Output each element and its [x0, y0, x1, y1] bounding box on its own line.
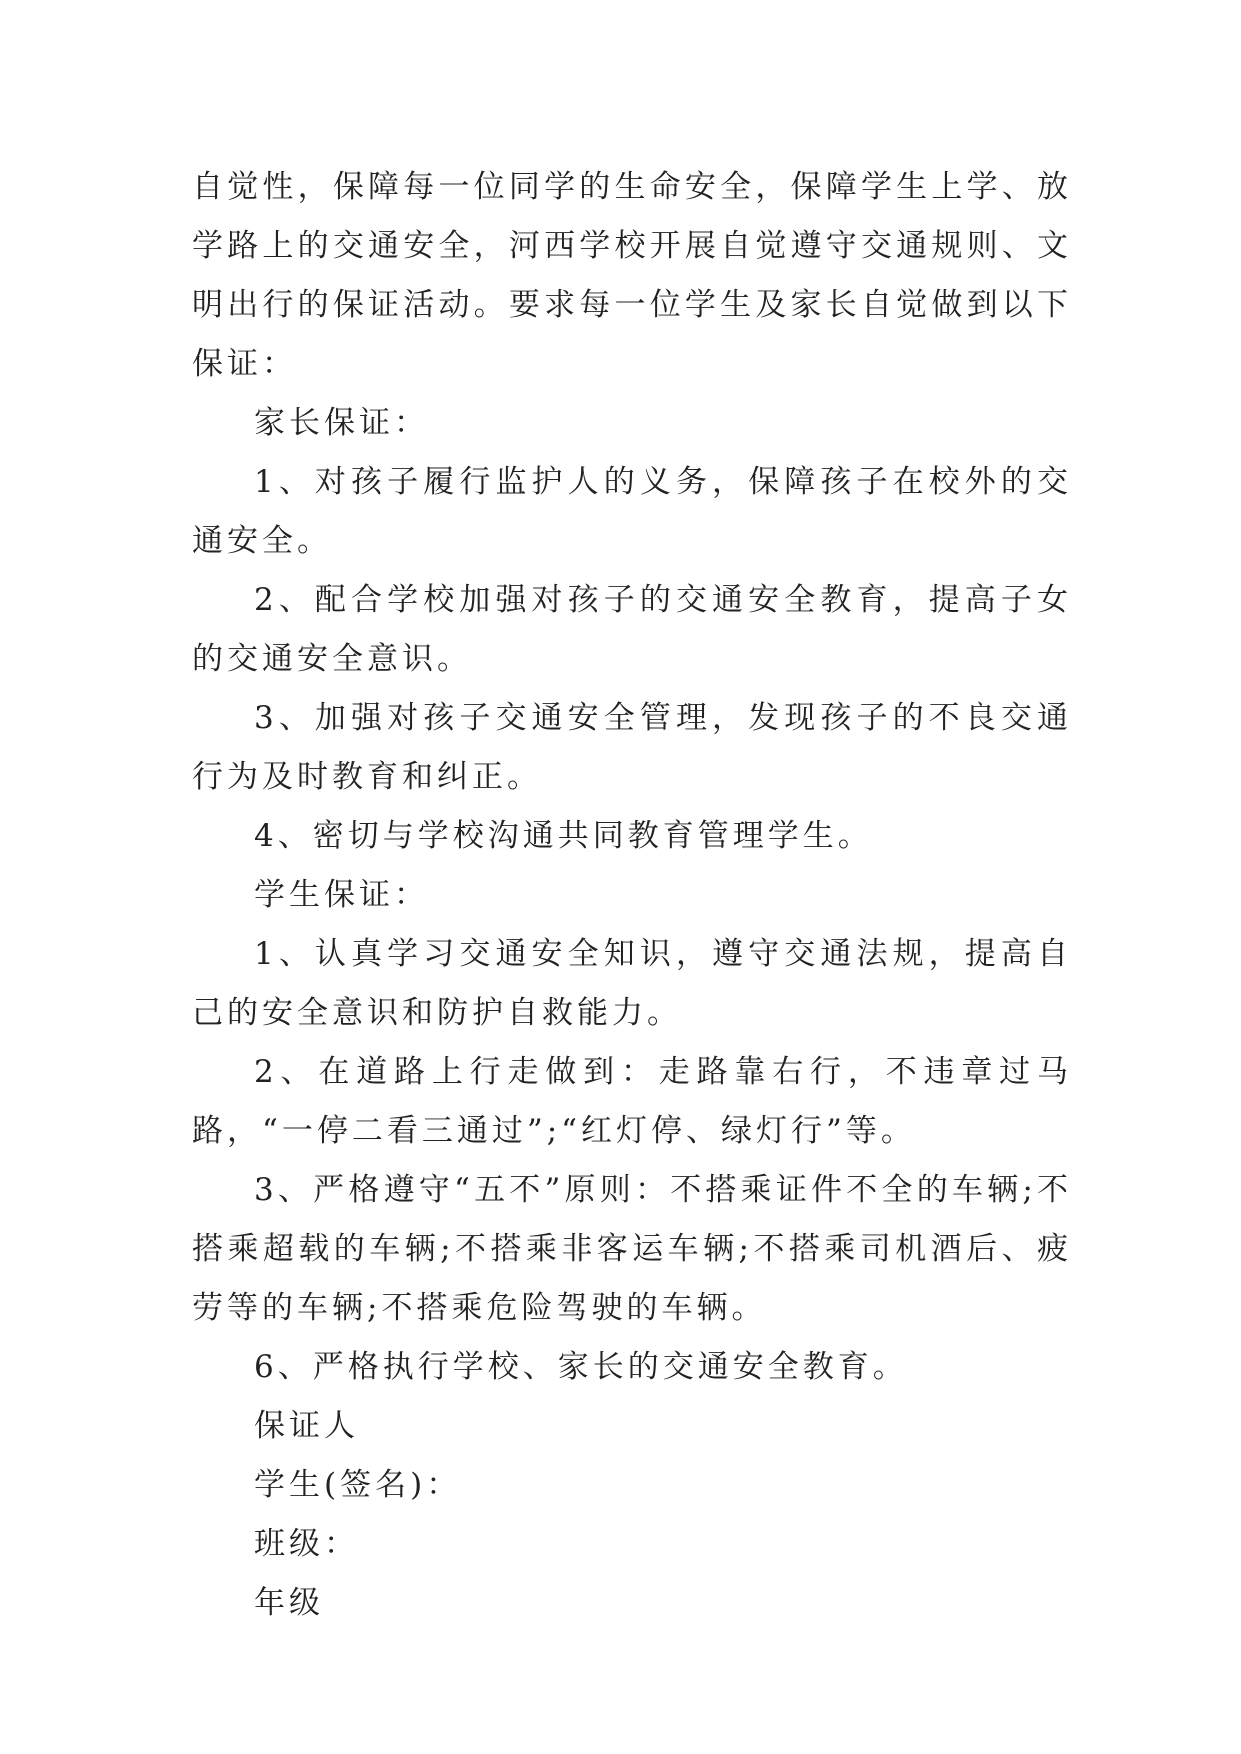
student-item-1: 1、认真学习交通安全知识，遵守交通法规，提高自己的安全意识和防护自救能力。 — [192, 936, 1072, 1031]
student-item-2: 2、在道路上行走做到：走路靠右行，不违章过马路，“一停二看三通过”;“红灯停、绿灯行”等。 — [192, 1054, 1072, 1149]
student-item-3: 3、严格遵守“五不”原则：不搭乘证件不全的车辆;不搭乘超载的车辆;不搭乘非客运车辆;不搭乘司机酒后、疲劳等的车辆;不搭乘危险驾驶的车辆。 — [192, 1172, 1072, 1326]
student-signature-label: 学生(签名)： — [254, 1467, 462, 1503]
guarantor-label: 保证人 — [254, 1408, 359, 1444]
document-body — [192, 158, 1072, 1633]
parent-item-2: 2、配合学校加强对孩子的交通安全教育，提高子女的交通安全意识。 — [192, 582, 1072, 677]
class-label: 班级： — [254, 1526, 359, 1562]
student-guarantee-heading: 学生保证： — [254, 877, 429, 913]
grade-label: 年级 — [254, 1585, 324, 1621]
parent-item-1: 1、对孩子履行监护人的义务，保障孩子在校外的交通安全。 — [192, 464, 1072, 559]
parent-guarantee-heading: 家长保证： — [254, 405, 429, 441]
parent-item-4: 4、密切与学校沟通共同教育管理学生。 — [254, 818, 873, 854]
student-item-6: 6、严格执行学校、家长的交通安全教育。 — [254, 1349, 908, 1385]
parent-item-3: 3、加强对孩子交通安全管理，发现孩子的不良交通行为及时教育和纠正。 — [192, 700, 1072, 795]
intro-paragraph: 自觉性，保障每一位同学的生命安全，保障学生上学、放学路上的交通安全，河西学校开展自觉遵守交通规则、文明出行的保证活动。要求每一位学生及家长自觉做到以下保证： — [192, 169, 1072, 382]
